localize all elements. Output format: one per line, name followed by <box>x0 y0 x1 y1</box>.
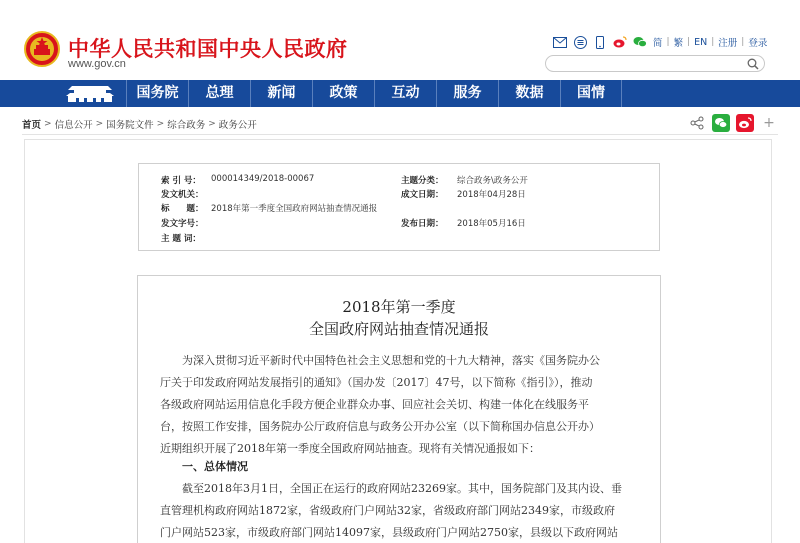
meta-issuer-row <box>161 188 211 200</box>
meta-publish-date-row <box>401 217 526 229</box>
meta-date-written-row <box>401 188 526 200</box>
separator: | <box>687 37 691 47</box>
nav-item-data[interactable]: 数据 <box>498 80 560 107</box>
document-paragraph-1 <box>160 350 640 460</box>
paragraph-line: 各级政府网站运用信息化手段方便企业群众办事、回应社会关切、构建一体化在线服务平 <box>160 398 589 411</box>
national-emblem-icon[interactable] <box>24 31 60 67</box>
main-nav <box>0 80 800 107</box>
breadcrumb-separator: > <box>95 119 104 129</box>
breadcrumb-open-government[interactable]: 政务公开 <box>218 120 257 131</box>
meta-index-value: 000014349/2018-00067 <box>211 174 315 184</box>
paragraph-line: 近期组织开展了2018年第一季度全国政府网站抽查。现将有关情况通报如下： <box>160 442 540 455</box>
register-link[interactable]: 注册 <box>718 38 738 49</box>
meta-keywords-label: 主 题 词： <box>161 234 201 244</box>
meta-title-row <box>161 202 377 214</box>
meta-date-written-label: 成文日期： <box>401 190 444 200</box>
nav-item-premier[interactable]: 总理 <box>188 80 250 107</box>
breadcrumb <box>22 117 257 131</box>
meta-date-written-value: 2018年04月28日 <box>457 190 526 200</box>
weibo-icon[interactable] <box>613 35 627 49</box>
mail-icon[interactable] <box>553 35 567 49</box>
site-header <box>0 0 800 80</box>
share-icon[interactable] <box>688 114 706 132</box>
paragraph-line: 截至2018年3月1日，全国正在运行的政府网站23269家。其中，国务院部门及其内设、垂 <box>182 482 622 495</box>
nav-item-news[interactable]: 新闻 <box>250 80 312 107</box>
utility-bar <box>553 34 767 50</box>
nav-item-interaction[interactable]: 互动 <box>374 80 436 107</box>
mobile-icon[interactable] <box>593 35 607 49</box>
share-bar <box>688 113 784 133</box>
paragraph-line: 门户网站523家，市级政府部门网站14097家，县级政府门户网站2750家，县级以下政府网站 <box>160 526 618 539</box>
meta-publish-date-value: 2018年05月16日 <box>457 219 526 229</box>
plus-icon[interactable]: + <box>763 115 775 131</box>
document-metadata-box <box>138 163 660 251</box>
meta-title-label: 标 题： <box>161 204 204 214</box>
meta-publish-date-label: 发布日期： <box>401 219 444 229</box>
simplified-chinese-link[interactable]: 简 <box>653 38 663 49</box>
nav-item-policy[interactable]: 政策 <box>312 80 374 107</box>
breadcrumb-state-council-docs[interactable]: 国务院文件 <box>106 120 154 131</box>
breadcrumb-info-disclosure[interactable]: 信息公开 <box>54 120 93 131</box>
meta-title-value: 2018年第一季度全国政府网站抽查情况通报 <box>211 204 378 214</box>
separator: | <box>711 37 715 47</box>
breadcrumb-general-affairs[interactable]: 综合政务 <box>167 120 206 131</box>
divider <box>22 134 778 135</box>
english-link[interactable]: EN <box>694 36 708 48</box>
breadcrumb-home[interactable]: 首页 <box>22 120 42 131</box>
paragraph-line: 直管理机构政府网站1872家，省级政府门户网站32家，省级政府部门网站2349家，市级政府 <box>160 504 615 517</box>
nav-item-national-info[interactable]: 国情 <box>560 80 622 107</box>
paragraph-line: 台，按照工作安排，国务院办公厅政府信息与政务公开办公室（以下简称国办信息公开办） <box>160 420 600 433</box>
paragraph-line: 厅关于印发政府网站发展指引的通知》（国办发〔2017〕47号，以下简称《指引》），推动 <box>160 376 593 389</box>
wechat-icon[interactable] <box>633 35 647 49</box>
search-icon[interactable] <box>747 58 759 70</box>
wechat-share-icon[interactable] <box>712 114 730 132</box>
meta-category-value: 综合政务\政务公开 <box>457 176 528 186</box>
tiananmen-logo-icon[interactable] <box>60 82 120 105</box>
meta-doc-no-row <box>161 217 211 229</box>
document-title-line-1: 2018年第一季度 <box>342 298 456 316</box>
nav-item-state-council[interactable]: 国务院 <box>126 80 188 107</box>
meta-issuer-label: 发文机关： <box>161 190 204 200</box>
meta-keywords-row <box>161 232 211 244</box>
document-paragraph-2 <box>160 478 640 543</box>
meta-category-label: 主题分类： <box>401 176 444 186</box>
meta-category-row <box>401 174 528 186</box>
nav-items <box>126 80 622 107</box>
site-url[interactable]: www.gov.cn <box>68 58 126 70</box>
document-title-line-2: 全国政府网站抽查情况通报 <box>308 320 489 338</box>
paragraph-line: 为深入贯彻习近平新时代中国特色社会主义思想和党的十九大精神，落实《国务院办公 <box>182 354 600 367</box>
rss-icon[interactable] <box>573 35 587 49</box>
traditional-chinese-link[interactable]: 繁 <box>673 38 684 49</box>
section-heading-overview: 一、总体情况 <box>182 460 248 473</box>
meta-doc-no-label: 发文字号： <box>161 219 204 229</box>
login-link[interactable]: 登录 <box>748 38 768 49</box>
meta-index-row <box>161 174 314 186</box>
separator: | <box>666 37 670 47</box>
weibo-share-icon[interactable] <box>736 114 754 132</box>
separator: | <box>741 37 745 47</box>
breadcrumb-separator: > <box>44 119 52 129</box>
breadcrumb-separator: > <box>208 119 216 129</box>
meta-index-label: 索 引 号： <box>161 176 201 186</box>
site-title[interactable]: 中华人民共和国中央人民政府 <box>68 37 348 61</box>
breadcrumb-separator: > <box>156 119 165 129</box>
nav-item-services[interactable]: 服务 <box>436 80 498 107</box>
search-input[interactable] <box>545 55 765 72</box>
